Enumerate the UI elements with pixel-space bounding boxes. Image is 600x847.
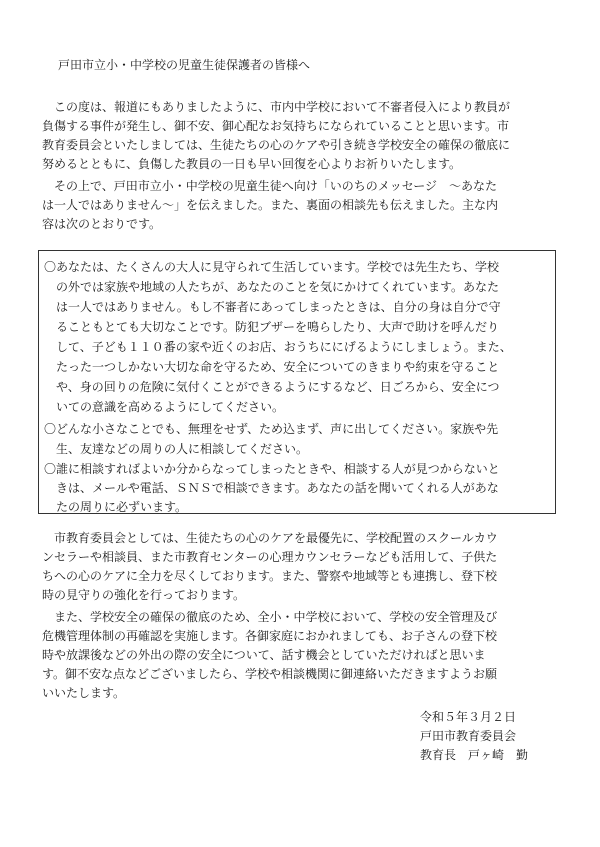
intro-p2-line-2: は一人ではありません～」を伝えました。また、裏面の相談先も伝えました。主な内 bbox=[42, 198, 499, 212]
salutation: 戸田市立小・中学校の児童生徒保護者の皆様へ bbox=[58, 58, 311, 72]
closing-p2-line-3: 時や放課後などの外出の際の安全について、話す機会としていただければと思いま bbox=[42, 648, 486, 662]
message-item1-line-8: いての意識を高めるようにしてください。 bbox=[44, 400, 285, 414]
message-item1-line-6: たった一つしかない大切な命を守るため、安全についてのきまりや約束を守ること bbox=[44, 360, 500, 374]
message-item1-line-1: 〇あなたは、たくさんの大人に見守られて生活しています。学校では先生たち、学校 bbox=[44, 260, 500, 274]
message-item1-line-5: して、子ども１１０番の家や近くのお店、おうちににげるようにしましょう。また、 bbox=[44, 340, 512, 354]
message-item1-line-2: の外では家族や地域の人たちが、あなたのことを気にかけてくれています。あなた bbox=[44, 280, 500, 294]
intro-p1-line-2: 負傷する事件が発生し、御不安、御心配なお気持ちになられていることと思います。市 bbox=[42, 119, 510, 133]
signature-person: 教育長 戸ヶ崎 勤 bbox=[420, 748, 529, 762]
closing-p1-line-3: ちへの心のケアに全力を尽くしております。また、警察や地域等とも連携し、登下校 bbox=[42, 569, 498, 583]
closing-p2-line-5: いいたします。 bbox=[42, 686, 126, 700]
intro-p2-line-3: 容は次のとおりです。 bbox=[42, 217, 162, 231]
intro-p1-line-4: 努めるとともに、負傷した教員の一日も早い回復を心よりお祈りいたします。 bbox=[42, 157, 462, 171]
message-item3-line-2: きは、メールや電話、ＳＮＳで相談できます。あなたの話を聞いてくれる人があな bbox=[44, 481, 499, 495]
message-item1-line-4: ることもとても大切なことです。防犯ブザーを鳴らしたり、大声で助けを呼んだり bbox=[44, 320, 500, 334]
message-item3-line-1: 〇誰に相談すればよいか分からなってしまったときや、相談する人が見つからないと bbox=[44, 462, 500, 476]
signature-date: 令和５年３月２日 bbox=[420, 710, 517, 724]
closing-p2-line-1: また、学校安全の確保の徹底のため、全小・中学校において、学校の安全管理及び bbox=[42, 610, 498, 624]
intro-p1-line-3: 教育委員会といたしましては、生徒たちの心のケアや引き続き学校安全の確保の徹底に bbox=[42, 138, 511, 152]
message-item2-line-2: 生、友達などの周りの人に相談してください。 bbox=[44, 442, 309, 456]
intro-p2-line-1: その上で、戸田市立小・中学校の児童生徒へ向け「いのちのメッセージ ～あなた bbox=[42, 179, 498, 193]
closing-p2-line-4: す。御不安な点などございましたら、学校や相談機関に御連絡いただきますようお願 bbox=[42, 667, 498, 681]
message-item3-line-3: たの周りに必ずいます。 bbox=[44, 500, 188, 514]
signature-organization: 戸田市教育委員会 bbox=[420, 729, 517, 743]
closing-p1-line-4: 時の見守りの強化を行っております。 bbox=[42, 588, 246, 602]
closing-p2-line-2: 危機管理体制の再確認を実施します。各御家庭におかれましても、お子さんの登下校 bbox=[42, 629, 498, 643]
intro-p1-line-1: この度は、報道にもありましたように、市内中学校において不審者侵入により教員が bbox=[42, 100, 511, 114]
message-item1-line-3: は一人ではありません。もし不審者にあってしまったときは、自分の身は自分で守 bbox=[44, 300, 501, 314]
closing-p1-line-2: ンセラーや相談員、また市教育センターの心理カウンセラーなども活用して、子供た bbox=[42, 550, 498, 564]
message-item2-line-1: 〇どんな小さなことでも、無理をせず、ため込まず、声に出してください。家族や先 bbox=[44, 422, 499, 436]
closing-p1-line-1: 市教育委員会としては、生徒たちの心のケアを最優先に、学校配置のスクールカウ bbox=[42, 531, 498, 545]
message-item1-line-7: や、身の回りの危険に気付くことができるようにするなど、日ごろから、安全につ bbox=[44, 380, 500, 394]
